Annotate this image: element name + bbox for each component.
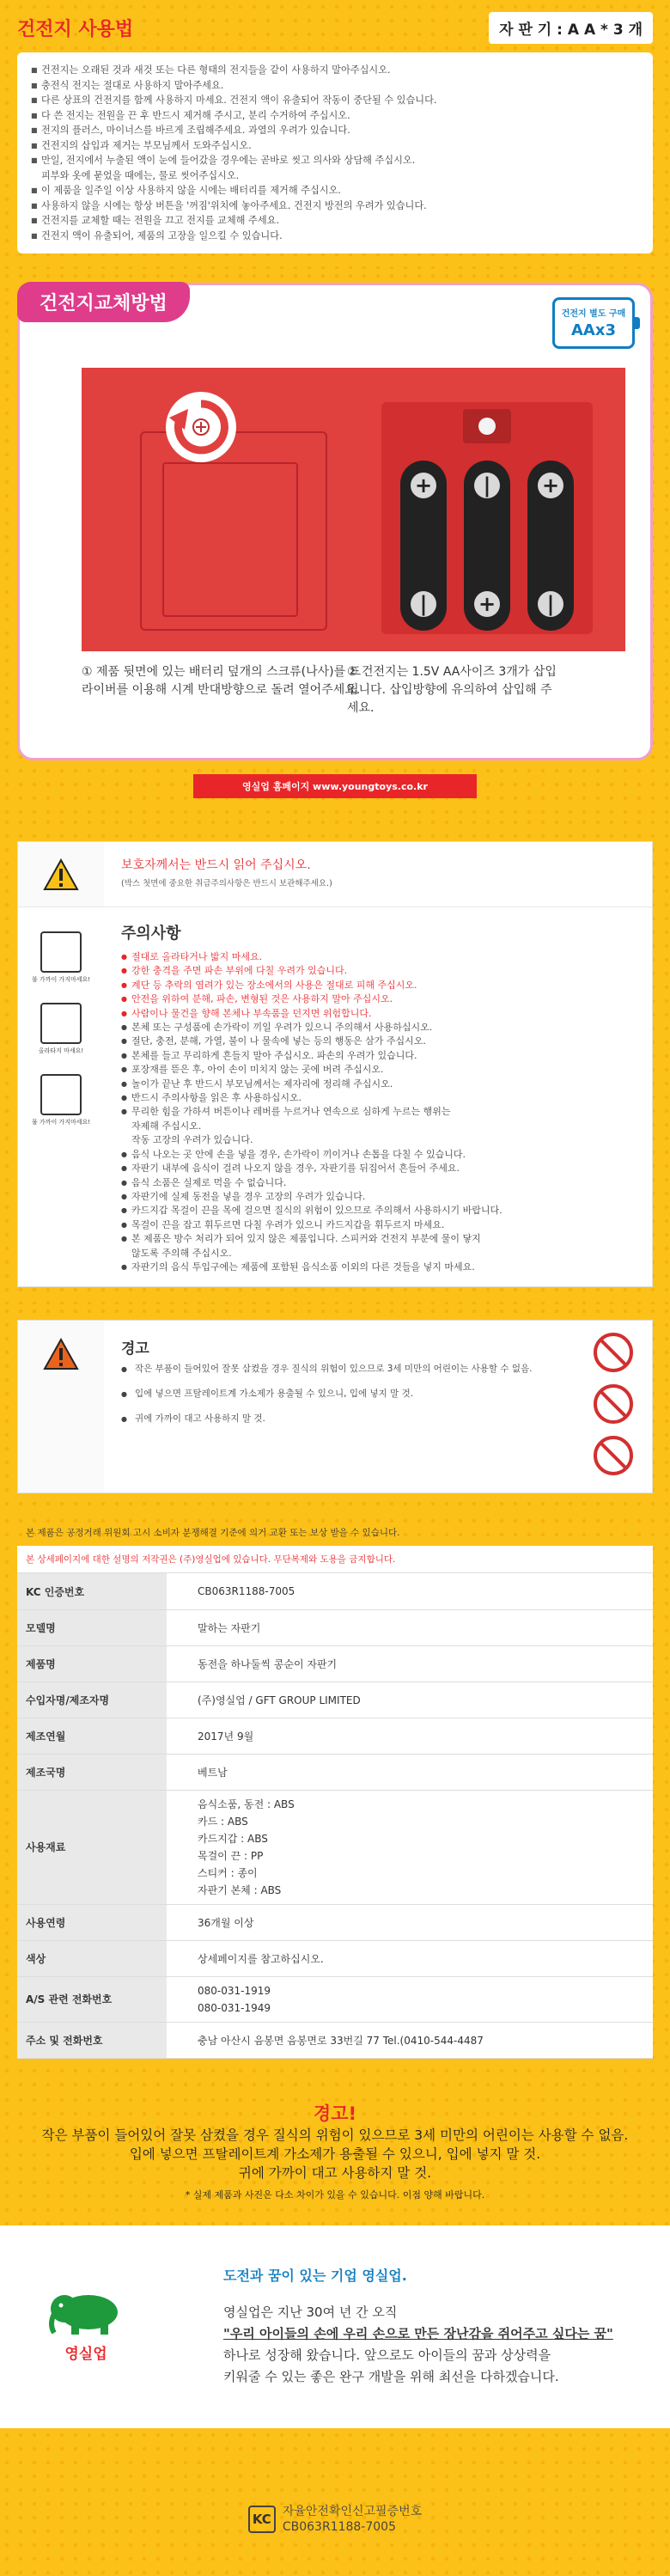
spec-section <box>0 1514 670 2093</box>
caution-card <box>17 841 653 1287</box>
website-link[interactable]: 영실업 홈페이지 www.youngtoys.co.kr <box>193 774 477 798</box>
caution-section <box>0 815 670 1304</box>
bottom-warning-line: 작은 부품이 들어있어 잘못 삼켰을 경우 질식의 위험이 있으므로 3세 미만의 어린이는 사용할 수 없음. <box>41 2127 629 2143</box>
spec-value-line: 36개월 이상 <box>198 1916 254 1929</box>
kc-section <box>0 2428 670 2576</box>
spec-value-line: 080-031-1919 <box>198 1984 271 1997</box>
guardian-subtitle: (박스 첫면에 중요한 취급주의사항은 반드시 보관해주세요.) <box>121 879 332 888</box>
caution-item: ● 강한 충격을 주면 파손 부위에 다칠 우려가 있습니다. <box>121 964 635 978</box>
battery-cell-3 <box>527 461 574 631</box>
plus-icon: + <box>474 591 500 617</box>
spec-row <box>17 1682 653 1718</box>
caution-item: ● 안전을 위하여 분해, 파손, 변형된 것은 사용하지 말아 주십시오. <box>121 992 635 1006</box>
battery-cell-2 <box>464 461 510 631</box>
caution-item: ● 본체를 들고 무리하게 흔들지 말아 주십시오. 파손의 우려가 있습니다. <box>121 1049 635 1063</box>
no-ear-icon <box>594 1436 633 1475</box>
spec-row <box>17 1904 653 1940</box>
bottom-warning-line: 귀에 가까이 대고 사용하지 말 것. <box>238 2164 432 2181</box>
spec-value <box>167 1682 653 1718</box>
spec-value <box>167 1754 653 1790</box>
battery-compartment <box>381 402 593 634</box>
plus-icon: + <box>538 473 563 498</box>
rotate-ccw-icon <box>166 392 236 462</box>
no-fire-icon <box>40 931 82 973</box>
spec-value-line: 카드지갑 : ABS <box>198 1832 268 1845</box>
company-text: 영실업은 지난 30여 년 간 오직 <box>223 2304 398 2321</box>
no-small-parts-icon <box>594 1333 633 1372</box>
no-climb-label: 올라타지 마세요! <box>38 1047 84 1054</box>
spec-value <box>167 1976 653 2022</box>
company-text: 키워줄 수 있는 좋은 완구 개발을 위해 최선을 다하겠습니다. <box>223 2369 559 2385</box>
battery-cover-image <box>82 368 360 651</box>
no-water-icon <box>40 1074 82 1115</box>
no-mouth-icon <box>594 1384 633 1424</box>
caution-item: ● 사람이나 물건을 향해 본체나 부속품을 던지면 위험합니다. <box>121 1007 635 1021</box>
caution-item: ● 반드시 주의사항을 읽은 후 사용하십시오. <box>121 1091 635 1105</box>
usage-item: ■ 건전지 액이 유출되어, 제품의 고장을 일으킬 수 있습니다. <box>31 229 639 244</box>
usage-item: ■ 다 쓴 전지는 전원을 끈 후 반드시 제거해 주시고, 분리 수거하여 주십시오. <box>31 108 639 124</box>
bottom-warning-line: 입에 넣으면 프탈레이트계 가소제가 용출될 수 있으니, 입에 넣지 말 것. <box>129 2146 541 2162</box>
spec-value <box>167 1940 653 1976</box>
caution-heading: 주의사항 <box>121 925 181 943</box>
caution-item: ● 절대로 올라타거나 밟지 마세요. <box>121 950 635 964</box>
bottom-warning-section <box>0 2093 670 2225</box>
no-fire-label: 불 가까이 가지마세요! <box>31 976 91 983</box>
exchange-notice: 본 제품은 공정거래 위원회 고시 소비자 분쟁해결 기준에 의거 교환 또는 보상 받을 수 있습니다. <box>26 1528 400 1539</box>
kc-label: 자율안전확인신고필증번호 <box>282 2504 423 2518</box>
spec-table <box>17 1573 653 2059</box>
spec-row <box>17 1754 653 1790</box>
usage-item: ■ 건전지는 오래된 것과 새것 또는 다른 형태의 전지들을 같이 사용하지 말아주십시오. <box>31 63 639 78</box>
company-section <box>0 2225 670 2428</box>
spec-row <box>17 1645 653 1682</box>
photo-note: * 실제 제품과 사진은 다소 차이가 있을 수 있습니다. 이점 양해 바랍니다. <box>185 2188 485 2201</box>
caution-item: 않도록 주의해 주십시오. <box>131 1247 232 1259</box>
usage-list-box <box>17 52 653 253</box>
spec-row <box>17 1790 653 1904</box>
battery-cover-panel <box>162 462 298 617</box>
caution-item: ● 음식 소품은 실제로 먹을 수 없습니다. <box>121 1176 635 1190</box>
replacement-title: 건전지교체방법 <box>17 282 190 322</box>
spec-value <box>167 1609 653 1645</box>
caution-item: ● 자판기에 실제 동전을 넣을 경우 고장의 우려가 있습니다. <box>121 1190 635 1204</box>
spec-row <box>17 1976 653 2022</box>
usage-item: ■ 전지의 플러스, 마이너스를 바르게 조립해주세요. 과열의 우려가 있습니다. <box>31 123 639 138</box>
caution-item: 작동 고장의 우려가 있습니다. <box>131 1134 253 1146</box>
spec-value-line: 스티커 : 종이 <box>198 1866 258 1879</box>
spec-value-line: (주)영실업 / GFT GROUP LIMITED <box>198 1694 361 1706</box>
spec-key: 제품명 <box>17 1645 167 1682</box>
battery-count-label: 자 판 기 : A A * 3 개 <box>489 12 653 44</box>
step-1-caption: ① 제품 뒷면에 있는 배터리 덮개의 스크류(나사)를 드라이버를 이용해 시계 반대방향으로 돌려 열어주세요. <box>82 665 362 697</box>
spec-row <box>17 2022 653 2058</box>
company-headline: 도전과 꿈이 있는 기업 영실업. <box>223 2268 407 2285</box>
caution-item: ● 자판기의 음식 투입구에는 제품에 포함된 음식소품 이외의 다른 것들을 넣지 마세요. <box>121 1261 635 1274</box>
spec-value-line: 080-031-1949 <box>198 2001 271 2014</box>
spec-value <box>167 1904 653 1940</box>
battery-usage-section <box>0 0 670 269</box>
caution-item: ● 본 제품은 방수 처리가 되어 있지 않은 제품입니다. 스피커와 건전지 부분에 물이 닿지 <box>121 1232 635 1246</box>
warning-section <box>0 1304 670 1514</box>
caution-item: ● 본체 또는 구성품에 손가락이 끼일 우려가 있으니 주의해서 사용하십시오. <box>121 1021 635 1035</box>
warning-triangle-icon <box>18 842 104 906</box>
prohibition-icons <box>575 1321 652 1492</box>
spec-value-line: 2017년 9월 <box>198 1730 254 1743</box>
usage-item: ■ 사용하지 않을 시에는 항상 버튼을 '꺼짐'위치에 놓아주세요. 건전지 방전의 우려가 있습니다. <box>31 198 639 214</box>
spec-key: 사용연령 <box>17 1904 167 1940</box>
bottom-warning-heading: 경고! <box>313 2103 357 2124</box>
spec-value-line: 상세페이지를 참고하십시오. <box>198 1952 324 1965</box>
caution-item: ● 포장재를 뜯은 후, 아이 손이 미치지 않는 곳에 버려 주십시오. <box>121 1063 635 1077</box>
spec-row <box>17 1573 653 1609</box>
usage-item: ■ 이 제품을 일주일 이상 사용하지 않을 시에는 배터리를 제거해 주십시오. <box>31 183 639 198</box>
guardian-title: 보호자께서는 반드시 읽어 주십시오. <box>121 858 311 872</box>
spec-value <box>167 1718 653 1754</box>
caution-item: 자제해 주십시오. <box>131 1120 202 1132</box>
usage-list <box>31 63 639 243</box>
caution-list <box>121 950 635 1274</box>
usage-item: ■ 충전식 전지는 절대로 사용하지 말아주세요. <box>31 78 639 94</box>
caution-item: ● 계단 등 추락의 염려가 있는 장소에서의 사용은 절대로 피해 주십시오. <box>121 979 635 992</box>
spec-value <box>167 1790 653 1904</box>
spec-value-line: 음식소품, 동전 : ABS <box>198 1798 295 1810</box>
guardian-notice <box>18 842 652 907</box>
kc-number: CB063R1188-7005 <box>282 2519 396 2534</box>
company-dream: "우리 아이들의 손에 우리 손으로 만든 장난감을 쥐어주고 싶다는 꿈" <box>223 2326 613 2342</box>
spec-key: 수입자명/제조자명 <box>17 1682 167 1718</box>
caution-item: ● 무리한 힘을 가하셔 버튼이나 레버를 누르거나 연속으로 심하게 누르는 행위는 <box>121 1105 635 1119</box>
battery-badge-bottom: AAx3 <box>571 321 616 339</box>
screw-post <box>463 409 511 443</box>
no-climb-icon <box>40 1003 82 1044</box>
spec-value-line: 자판기 본체 : ABS <box>198 1883 282 1896</box>
spec-key: KC 인증번호 <box>17 1573 167 1609</box>
battery-compartment-image <box>347 368 625 651</box>
caution-item: ● 놀이가 끝난 후 반드시 부모님께서는 제자리에 정리해 주십시오. <box>121 1077 635 1091</box>
battery-badge <box>552 297 635 349</box>
warning-triangle-icon <box>18 1321 104 1492</box>
usage-title: 건전지 사용법 <box>17 19 134 40</box>
kc-mark-icon: KC <box>248 2506 276 2533</box>
spec-key: 색상 <box>17 1940 167 1976</box>
copyright-notice: 본 상세페이지에 대한 설명의 저작권은 (주)영실업에 있습니다. 무단복제와 도용을 금지합니다. <box>17 1546 653 1573</box>
caution-item: ● 절단, 충전, 분해, 가열, 불이 나 물속에 넣는 등의 행동은 삼가 주십시오. <box>121 1035 635 1048</box>
company-logo <box>0 2290 172 2363</box>
warning-list <box>121 1363 557 1425</box>
step-2-caption: ② 건전지는 1.5V AA사이즈 3개가 삽입됩니다. 삽입방향에 유의하여 삽입해 주세요. <box>347 665 557 715</box>
caution-item: ● 목걸이 끈을 잡고 휘두르면 다칠 우려가 있으니 카드지갑을 휘두르지 마세요. <box>121 1218 635 1232</box>
spec-value-line: 충남 아산시 음봉면 음봉면로 33번길 77 Tel.(0410-544-4487 <box>198 2034 484 2047</box>
usage-item: ■ 건전지를 교체할 때는 전원을 끄고 전지를 교체해 주세요. <box>31 213 639 229</box>
spec-value-line: 동전을 하나둘씩 콩순이 자판기 <box>198 1657 338 1670</box>
spec-key: 사용재료 <box>17 1790 167 1904</box>
caution-icons <box>18 907 104 1286</box>
minus-icon: | <box>474 473 500 498</box>
spec-value <box>167 1573 653 1609</box>
spec-key: 제조연월 <box>17 1718 167 1754</box>
warning-heading: 경고 <box>121 1340 149 1358</box>
elephant-icon <box>47 2290 125 2336</box>
spec-value <box>167 2022 653 2058</box>
spec-row <box>17 1609 653 1645</box>
spec-key: 주소 및 전화번호 <box>17 2022 167 2058</box>
spec-value-line: 베트남 <box>198 1766 228 1779</box>
battery-replacement-section <box>0 269 670 815</box>
battery-badge-top: 건전지 별도 구매 <box>561 309 626 319</box>
warning-card <box>17 1320 653 1493</box>
warning-item: ● 입에 넣으면 프탈레이트계 가소제가 용출될 수 있으니, 입에 넣지 말 것. <box>121 1388 557 1401</box>
minus-icon: | <box>538 591 563 617</box>
usage-item: ■ 만일, 전지에서 누출된 액이 눈에 들어갔을 경우에는 곧바로 씻고 의사와 상담해 주십시오. <box>31 153 639 168</box>
no-water-label: 물 가까이 가지마세요! <box>31 1119 91 1126</box>
spec-value-line: 목걸이 끈 : PP <box>198 1849 264 1862</box>
usage-item: ■ 다른 상표의 건전지를 함께 사용하지 마세요. 건전지 액이 유출되어 작동이 중단될 수 있습니다. <box>31 93 639 108</box>
spec-value-line: 카드 : ABS <box>198 1815 248 1828</box>
spec-value-line: CB063R1188-7005 <box>198 1585 295 1598</box>
battery-cell-1 <box>400 461 447 631</box>
spec-key: 모델명 <box>17 1609 167 1645</box>
replacement-card <box>17 283 653 760</box>
spec-row <box>17 1940 653 1976</box>
caution-item: ● 음식 나오는 곳 안에 손을 넣을 경우, 손가락이 끼이거나 손톱을 다칠 수 있습니다. <box>121 1148 635 1162</box>
spec-value-line: 말하는 자판기 <box>198 1621 261 1634</box>
spec-key: 제조국명 <box>17 1754 167 1790</box>
usage-item: ■ 건전지의 삽입과 제거는 부모님께서 도와주십시오. <box>31 138 639 154</box>
company-name: 영실업 <box>64 2346 107 2364</box>
company-text: 하나로 성장해 왔습니다. 앞으로도 아이들의 꿈과 상상력을 <box>223 2347 551 2364</box>
spec-value <box>167 1645 653 1682</box>
warning-item: ● 귀에 가까이 대고 사용하지 말 것. <box>121 1413 557 1425</box>
caution-item: ● 카드지갑 목걸이 끈을 목에 걸으면 질식의 위험이 있으므로 주의해서 사용하시기 바랍니다. <box>121 1204 635 1218</box>
caution-item: ● 자판기 내부에 음식이 걸려 나오지 않을 경우, 자판기를 뒤집어서 흔들어 주세요. <box>121 1162 635 1175</box>
plus-icon: + <box>411 473 436 498</box>
kc-certification <box>248 2504 422 2535</box>
warning-item: ● 작은 부품이 들어있어 잘못 삼켰을 경우 질식의 위험이 있으므로 3세 미만의 어린이는 사용할 수 없음. <box>121 1363 557 1376</box>
usage-item: 피부와 옷에 묻었을 때에는, 물로 씻어주십시오. <box>41 169 240 181</box>
minus-icon: | <box>411 591 436 617</box>
spec-key: A/S 관련 전화번호 <box>17 1976 167 2022</box>
spec-row <box>17 1718 653 1754</box>
